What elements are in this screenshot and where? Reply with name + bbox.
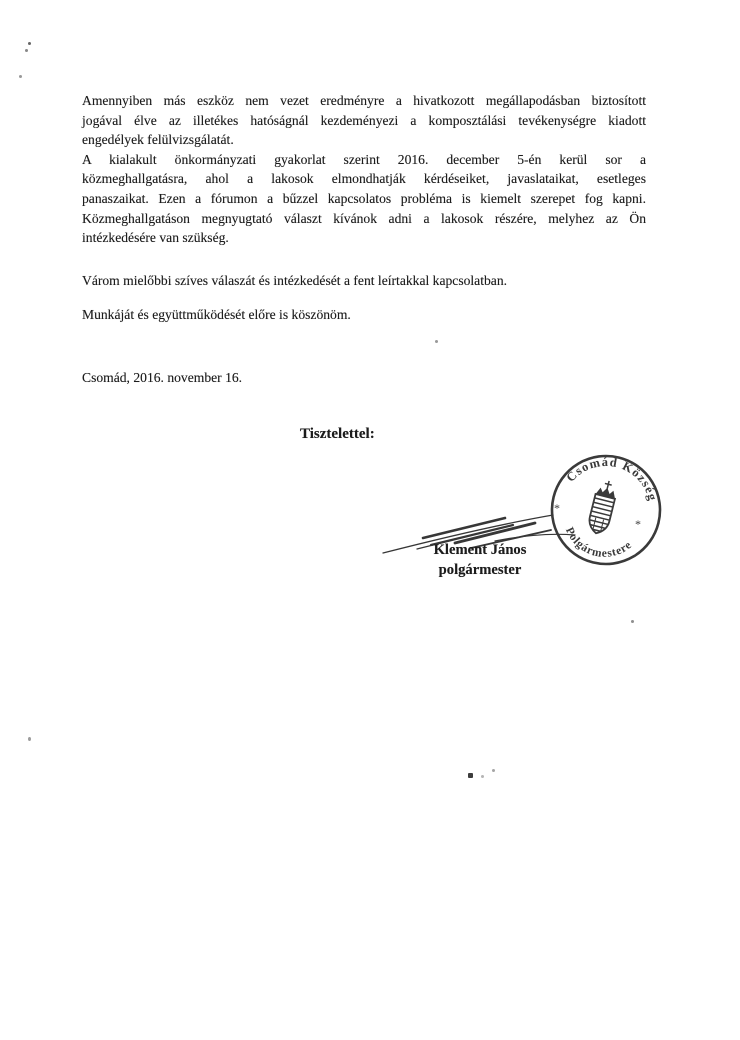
letter-body	[82, 91, 646, 248]
scan-speck	[631, 620, 634, 623]
scan-speck	[468, 773, 473, 778]
scan-speck	[481, 775, 484, 778]
body-line: jogával élve az illetékes hatóságnál kezdeményezi a komposztálási tevékenységre kiadott	[82, 112, 646, 128]
scan-speck	[25, 49, 28, 52]
scan-speck	[435, 340, 438, 343]
stamp-star-right: *	[635, 517, 641, 531]
thanks-line	[82, 305, 646, 325]
body-line: Amennyiben más eszköz nem vezet eredményre a hivatkozott megállapodásban biztosított	[82, 93, 646, 108]
closing-request-text: Várom mielőbbi szíves válaszát és intézkedését a fent leírtakkal kapcsolatban.	[82, 273, 508, 288]
signature-block	[380, 542, 580, 579]
stamp-bottom-text: Polgármestere	[562, 525, 635, 560]
salutation: Tisztelettel:	[300, 426, 375, 442]
dateline	[82, 368, 646, 388]
body-line: engedélyek felülvizsgálatát.	[82, 132, 234, 148]
closing-request-line	[82, 271, 646, 291]
dateline-text: Csomád, 2016. november 16.	[82, 370, 243, 385]
body-line: közmeghallgatásra, ahol a lakosok elmondhatják kérdéseiket, javaslataikat, esetleges	[82, 171, 646, 187]
coat-of-arms-icon	[585, 478, 619, 536]
signer-title: polgármester	[438, 562, 522, 578]
thanks-text: Munkáját és együttműködését előre is köszönöm.	[82, 307, 351, 322]
body-line: Közmeghallgatáson megnyugtató választ kívánok adni a lakosok részére, melyhez az Ön	[82, 210, 646, 226]
scan-speck	[28, 42, 31, 45]
scan-speck	[19, 75, 22, 78]
body-line: intézkedésére van szükség.	[82, 230, 229, 246]
scan-speck	[492, 769, 495, 772]
stamp-top-text: Csomád Község	[563, 454, 661, 503]
signer-name: Klement János	[433, 542, 527, 558]
stamp-star-left: *	[554, 501, 560, 515]
body-line: panaszaikat. Ezen a fórumon a bűzzel kapcsolatos probléma is kiemelt szerepet fog kapni.	[82, 190, 646, 206]
body-line: A kialakult önkormányzati gyakorlat szerint 2016. december 5-én kerül sor a	[82, 151, 646, 167]
scan-speck	[28, 737, 31, 741]
